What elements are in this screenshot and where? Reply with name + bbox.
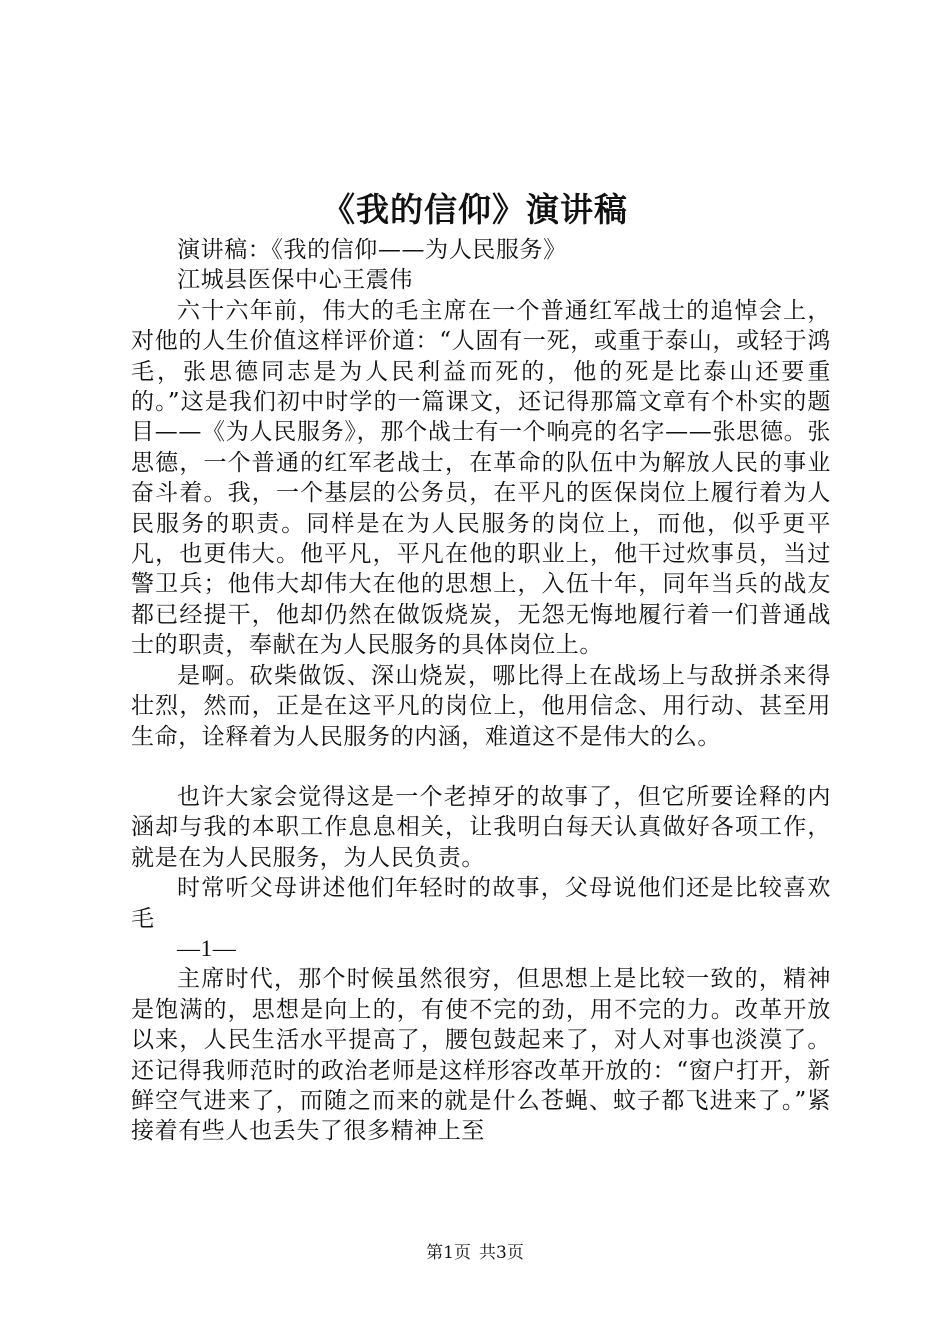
speaker-line: 江城县医保中心王震伟: [177, 267, 413, 294]
document-title: 《我的信仰》演讲稿: [322, 190, 628, 229]
document-body: [131, 235, 831, 1147]
page-number: 第1页: [426, 1243, 471, 1263]
paragraph: 六十六年前，伟大的毛主席在一个普通红军战士的追悼会上，对他的人生价值这样评价道：“人固有一死，或重于泰山，或轻于鸿毛，张思德同志是为人民利益而死的，他的死是比泰山还要重的。”这是我们初中时学的一篇课文，还记得那篇文章有个朴实的题目——《为人民服务》，那个战士有一个响亮的名字——张思德。张思德，一个普通的红军老战士，在革命的队伍中为解放人民的事业奋斗着。我，一个基层的公务员，在平凡的医保岗位上履行着为人民服务的职责。同样是在为人民服务的岗位上，而他，似乎更平凡，也更伟大。他平凡，平凡在他的职业上，他干过炊事员，当过警卫兵；他伟大却伟大在他的思想上，入伍十年，同年当兵的战友都已经提干，他却仍然在做饭烧炭，无怨无悔地履行着一们普通战士的职责，奉献在为人民服务的具体岗位上。: [131, 297, 831, 659]
speech-subtitle: 演讲稿：《我的信仰——为人民服务》: [177, 237, 567, 263]
page-footer: [0, 1242, 950, 1264]
inline-page-marker: —1—: [177, 935, 237, 961]
paragraph: 也许大家会觉得这是一个老掉牙的故事了，但它所要诠释的内涵却与我的本职工作息息相关，让我明白每天认真做好各项工作，就是在为人民服务，为人民负责。: [131, 783, 831, 871]
page-total: 共3页: [479, 1243, 524, 1263]
paragraph: 时常听父母讲述他们年轻时的故事，父母说他们还是比较喜欢毛: [131, 875, 831, 932]
paragraph: 是啊。砍柴做饭、深山烧炭，哪比得上在战场上与敌拼杀来得壮烈，然而，正是在这平凡的岗位上，他用信念、用行动、甚至用生命，诠释着为人民服务的内涵，难道这不是伟大的么。: [131, 662, 831, 750]
paragraph: 主席时代，那个时候虽然很穷，但思想上是比较一致的，精神是饱满的，思想是向上的，有使不完的劲，用不完的力。改革开放以来，人民生活水平提高了，腰包鼓起来了，对人对事也淡漠了。还记得我师范时的政治老师是这样形容改革开放的：“窗户打开，新鲜空气进来了，而随之而来的就是什么苍蝇、蚊子都飞进来了。”紧接着有些人也丢失了很多精神上至: [131, 966, 831, 1145]
